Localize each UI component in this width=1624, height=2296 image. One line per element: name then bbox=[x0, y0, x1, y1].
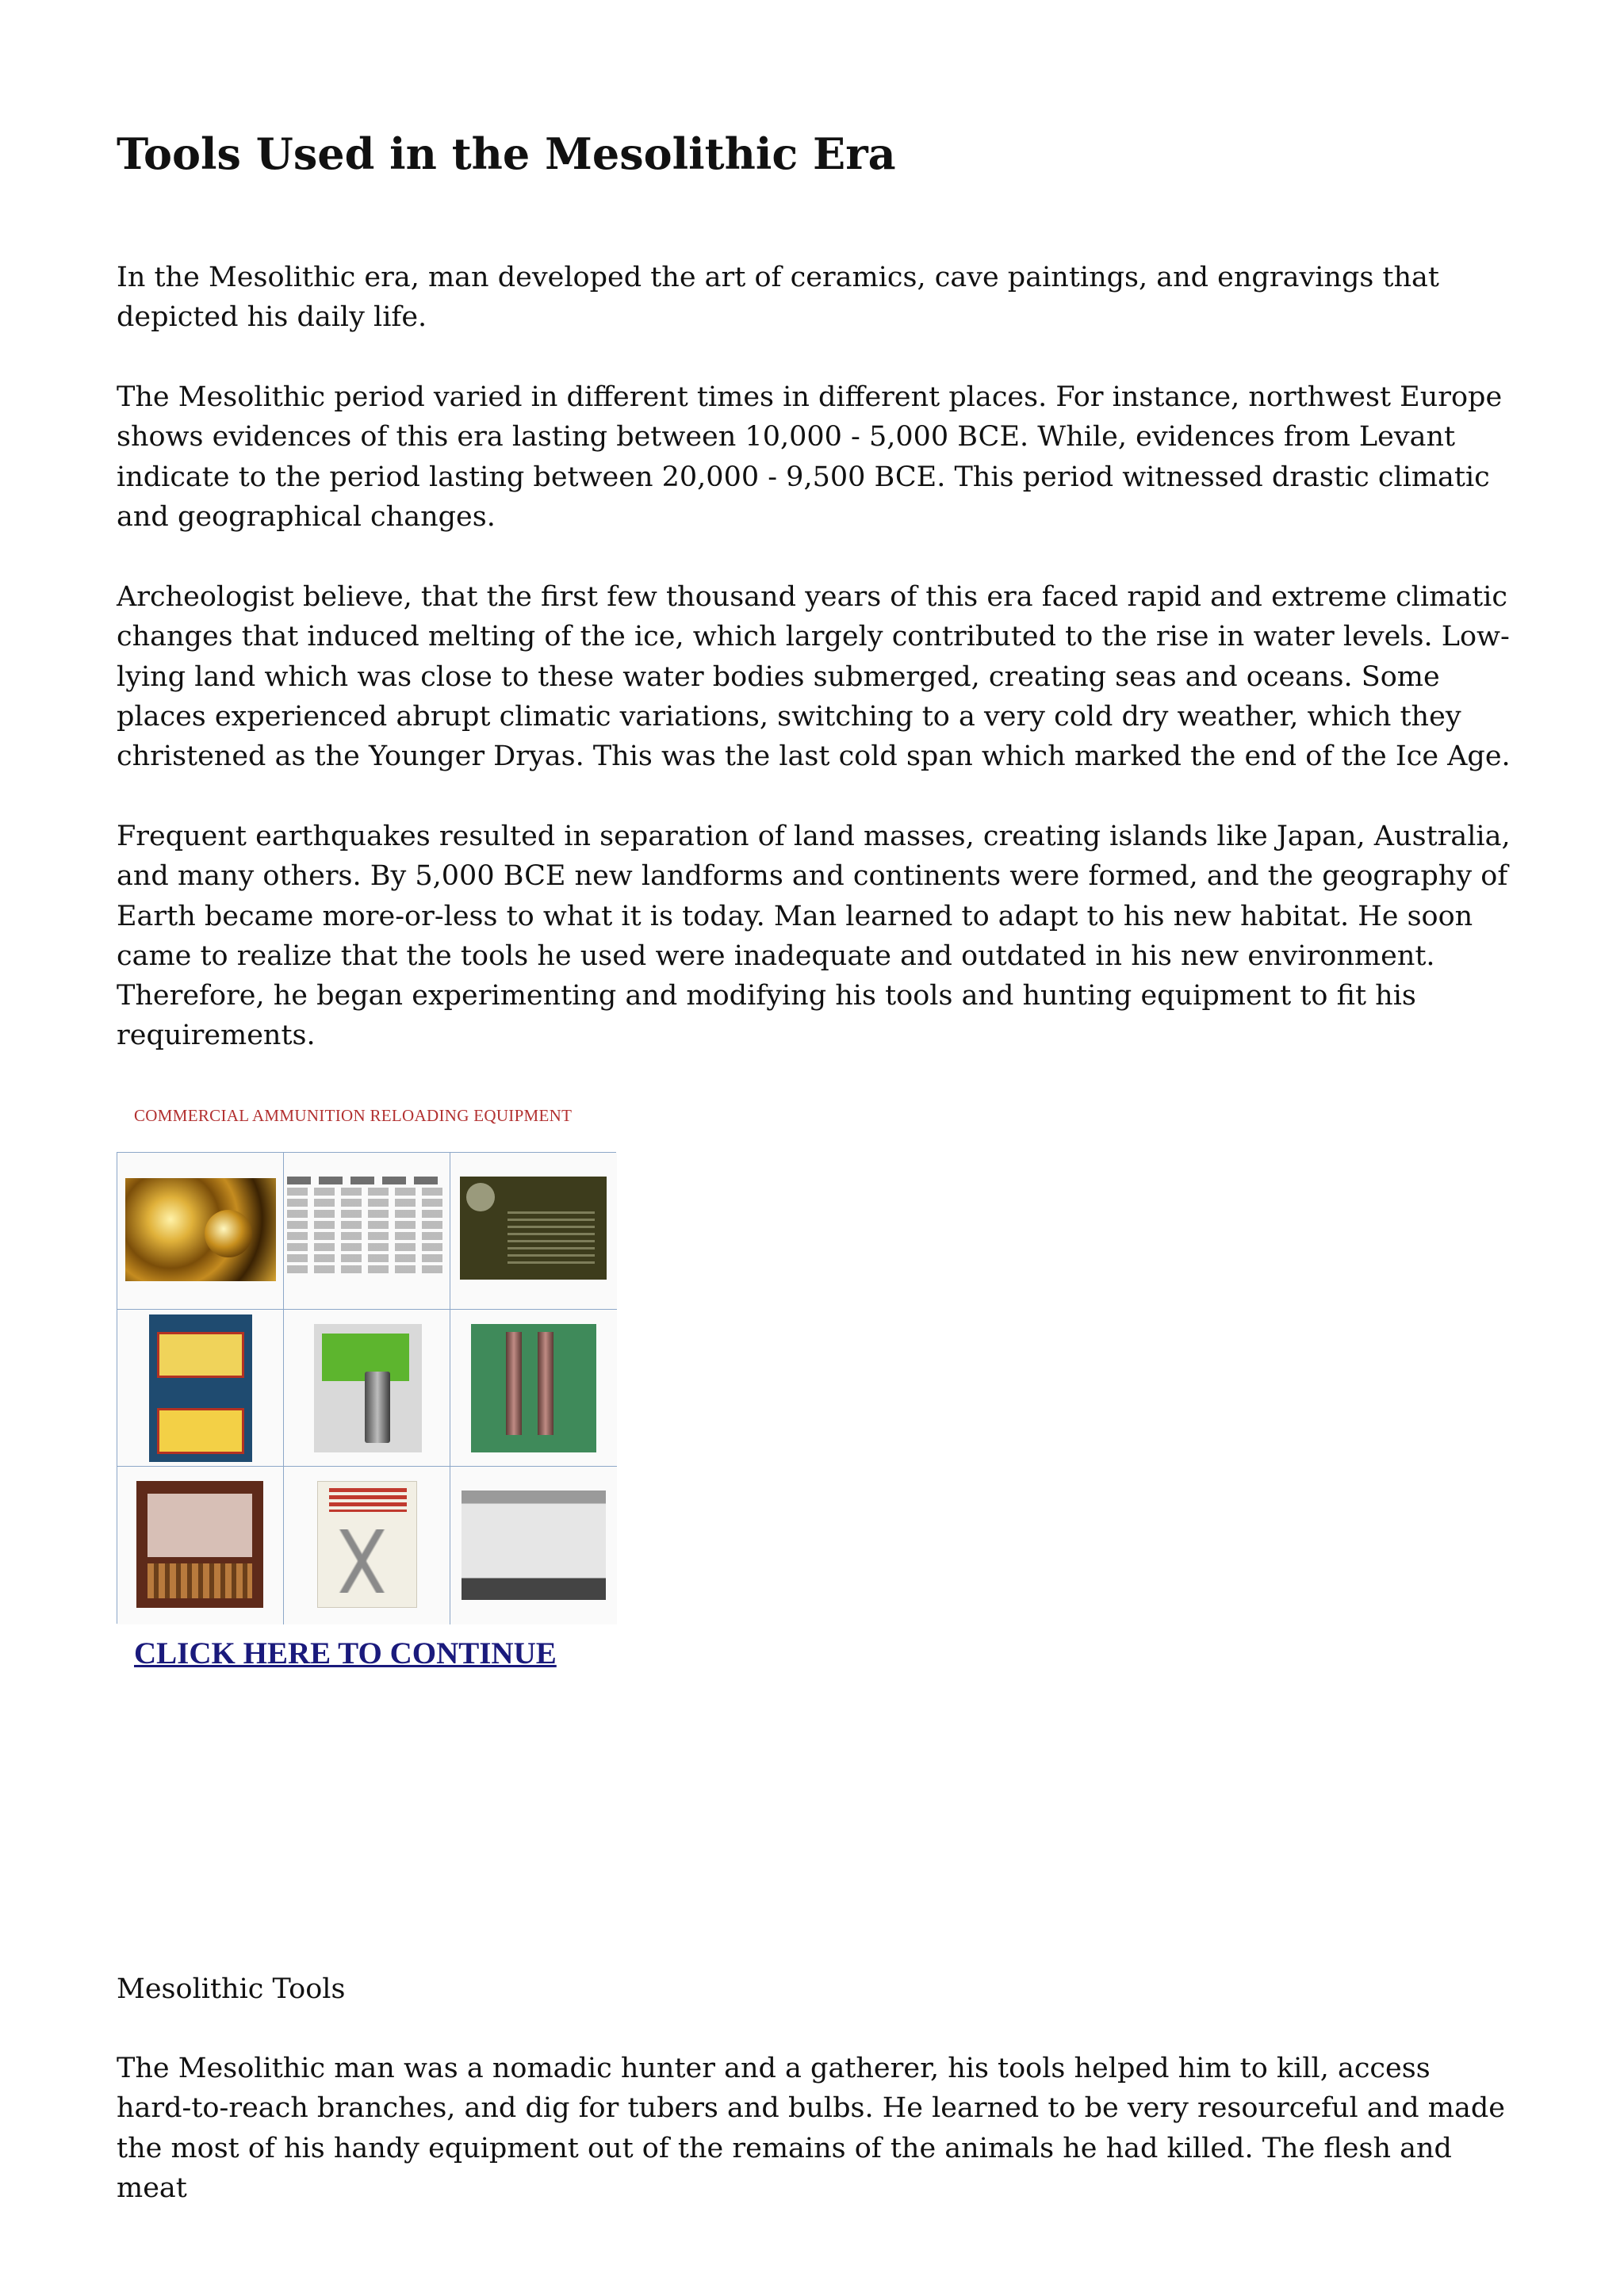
price-table-image[interactable] bbox=[287, 1177, 446, 1288]
ad-cell[interactable] bbox=[450, 1153, 617, 1310]
ad-cell[interactable] bbox=[284, 1467, 450, 1624]
primer-boxes-image[interactable] bbox=[149, 1314, 252, 1462]
ad-cell[interactable] bbox=[117, 1310, 284, 1467]
ad-cell[interactable] bbox=[284, 1310, 450, 1467]
reloading-die-image[interactable] bbox=[314, 1324, 422, 1452]
ad-cell[interactable] bbox=[450, 1467, 617, 1624]
reloading-board-image[interactable] bbox=[462, 1490, 606, 1600]
page-title: Tools Used in the Mesolithic Era bbox=[117, 128, 896, 179]
paragraph-tools: The Mesolithic man was a nomadic hunter and a gatherer, his tools helped him to kill, access hard-to-reach branches, and dig for tubers and bulbs. He learned to be very resourceful and made the most of his handy equipment out of the remains of the animals he had killed. The flesh and meat bbox=[117, 2053, 1505, 2204]
survivalist-book-image[interactable] bbox=[317, 1481, 417, 1608]
ad-image-grid[interactable] bbox=[117, 1152, 616, 1624]
ad-cell[interactable] bbox=[117, 1153, 284, 1310]
paragraph-intro: In the Mesolithic era, man developed the art of ceramics, cave paintings, and engravings that depicted his daily life. bbox=[117, 262, 1439, 334]
section-heading: Mesolithic Tools bbox=[117, 1973, 346, 2005]
ad-cell[interactable] bbox=[284, 1153, 450, 1310]
green-tray-image[interactable] bbox=[471, 1324, 596, 1452]
paragraph-climate: Archeologist believe, that the first few thousand years of this era faced rapid and extreme climatic changes that induced melting of the ice, which largely contributed to the rise in water levels. Low-lying land which was close to these water bodies submerged, creating seas and oceans. Some places experienced abrupt climatic variations, switching to a very cold dry weather, which they christened as the Younger Dryas. This was the last cold span which marked the end of the Ice Age. bbox=[117, 581, 1511, 773]
bullet-bag-image[interactable] bbox=[136, 1481, 263, 1608]
ad-cell[interactable] bbox=[117, 1467, 284, 1624]
ad-cell[interactable] bbox=[450, 1310, 617, 1467]
paragraph-period: The Mesolithic period varied in different times in different places. For instance, northwest Europe shows evidences of this era lasting between 10,000 - 5,000 BCE. While, evidences from Levant indicate to the period lasting between 20,000 - 9,500 BCE. This period witnessed drastic climatic and geographical changes. bbox=[117, 381, 1503, 533]
dark-webpage-image[interactable] bbox=[460, 1177, 607, 1280]
ad-title: COMMERCIAL AMMUNITION RELOADING EQUIPMENT bbox=[134, 1106, 573, 1125]
brass-bullets-image[interactable] bbox=[125, 1178, 276, 1281]
continue-link[interactable]: CLICK HERE TO CONTINUE bbox=[134, 1636, 557, 1670]
paragraph-earthquakes: Frequent earthquakes resulted in separation of land masses, creating islands like Japan, Australia, and many others. By 5,000 BCE new landforms and continents were formed, and the geography of Earth became more-or-less to what it is today. Man learned to adapt to his new habitat. He soon came to realize that the tools he used were inadequate and outdated in his new environment. Therefore, he began experimenting and modifying his tools and hunting equipment to fit his requirements. bbox=[117, 821, 1511, 1052]
